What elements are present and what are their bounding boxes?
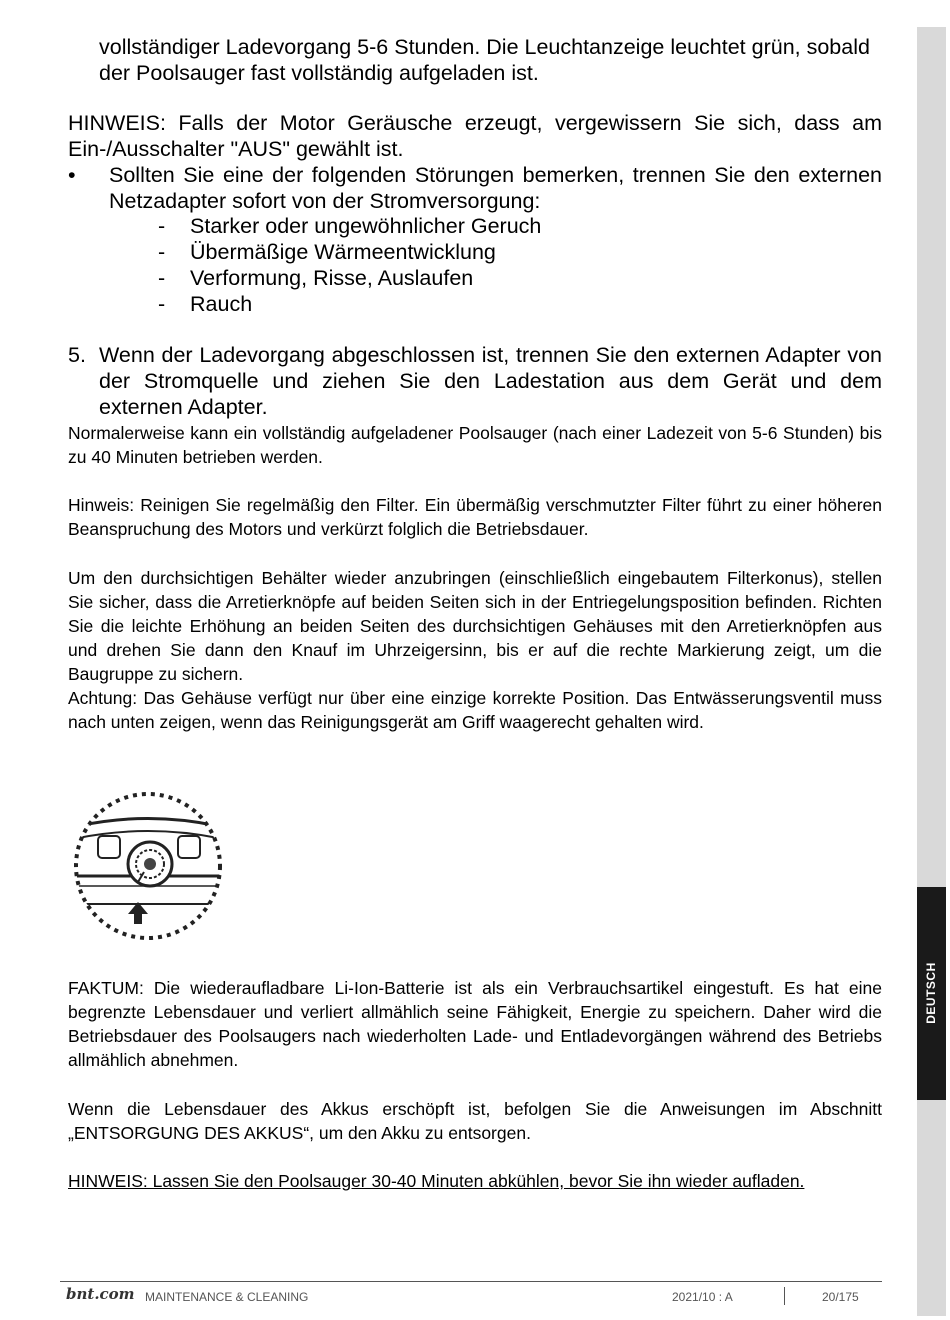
footer-version: 2021/10 : A: [672, 1290, 733, 1304]
container-paragraph: Um den durchsichtigen Behälter wieder anzubringen (einschließlich eingebautem Filterkonus), stellen Sie sicher, dass die Arretierknöpfe auf beiden Seiten sich in der Entriegelungsposition befinden. Richten Sie die leichte Erhöhung an beiden Seiten des durchsichtigen Gehäuses mit den Arretierknöpfen aus und drehen Sie dann den Knauf im Uhrzeigersinn, bis er auf die rechte Markierung zeigt, um die Baugruppe zu sichern.: [68, 568, 882, 684]
dash-symbol: -: [158, 266, 166, 290]
dash-item: [158, 239, 496, 265]
dash-text: Rauch: [190, 292, 253, 316]
faktum-paragraph: FAKTUM: Die wiederaufladbare Li-Ion-Batterie ist als ein Verbrauchsartikel eingestuft. Es hat eine begrenzte Lebensdauer und verliert allmählich seine Fähigkeit, Energie zu speichern. Daher wird die Betriebsdauer des Poolsaugers nach wiederholten Lade- und Entladevorgängen während des Betriebs allmählich abnehmen.: [68, 978, 882, 1070]
language-label: DEUTSCH: [924, 962, 938, 1024]
dash-text: Übermäßige Wärmeentwicklung: [190, 240, 496, 264]
footer-rule: [60, 1281, 882, 1282]
footer-divider: [784, 1287, 785, 1305]
bullet-symbol: •: [68, 163, 76, 187]
step4-continuation: vollständiger Ladevorgang 5-6 Stunden. Die Leuchtanzeige leuchtet grün, sobald der Poolsauger fast vollständig aufgeladen ist.: [99, 35, 870, 85]
footer-section: MAINTENANCE & CLEANING: [145, 1290, 309, 1304]
runtime-note: Normalerweise kann ein vollständig aufgeladener Poolsauger (nach einer Ladezeit von 5-6 Stunden) bis zu 40 Minuten betrieben werden.: [68, 423, 882, 467]
step5-item: [68, 342, 882, 420]
bullet-text: Sollten Sie eine der folgenden Störungen bemerken, trennen Sie den externen Netzadapter sofort von der Stromversorgung:: [109, 163, 882, 213]
dash-symbol: -: [158, 292, 166, 316]
dash-symbol: -: [158, 214, 166, 238]
akku-paragraph: Wenn die Lebensdauer des Akkus erschöpft ist, befolgen Sie die Anweisungen im Abschnitt „ENTSORGUNG DES AKKUS“, um den Akku zu entsorgen.: [68, 1099, 882, 1143]
hinweis-motor: HINWEIS: Falls der Motor Geräusche erzeugt, vergewissern Sie sich, dass am Ein-/Ausschalter "AUS" gewählt ist.: [68, 111, 882, 161]
side-strip: [917, 27, 946, 1316]
step5-text: Wenn der Ladevorgang abgeschlossen ist, trennen Sie den externen Adapter von der Stromquelle und ziehen Sie den Ladestation aus dem Gerät und dem externen Adapter.: [99, 343, 882, 419]
dash-item: [158, 265, 473, 291]
dash-symbol: -: [158, 240, 166, 264]
page-number: 20/175: [822, 1290, 859, 1304]
brand-logo: bnt.com: [66, 1285, 135, 1303]
bullet-item: [68, 162, 882, 214]
dash-item: [158, 291, 252, 317]
dash-text: Starker oder ungewöhnlicher Geruch: [190, 214, 542, 238]
achtung-paragraph: Achtung: Das Gehäuse verfügt nur über eine einzige korrekte Position. Das Entwässerungsventil muss nach unten zeigen, wenn das Reinigungsgerät am Griff waagerecht gehalten wird.: [68, 688, 882, 732]
knob-lock-detail-icon: [68, 786, 228, 946]
dash-item: [158, 213, 541, 239]
step5-number: 5.: [68, 343, 86, 367]
dash-text: Verformung, Risse, Auslaufen: [190, 266, 474, 290]
cooldown-note: HINWEIS: Lassen Sie den Poolsauger 30-40 Minuten abkühlen, bevor Sie ihn wieder aufladen.: [68, 1171, 805, 1191]
filter-note: Hinweis: Reinigen Sie regelmäßig den Filter. Ein übermäßig verschmutzter Filter führt zu einer höheren Beanspruchung des Motors und verkürzt folglich die Betriebsdauer.: [68, 495, 882, 539]
